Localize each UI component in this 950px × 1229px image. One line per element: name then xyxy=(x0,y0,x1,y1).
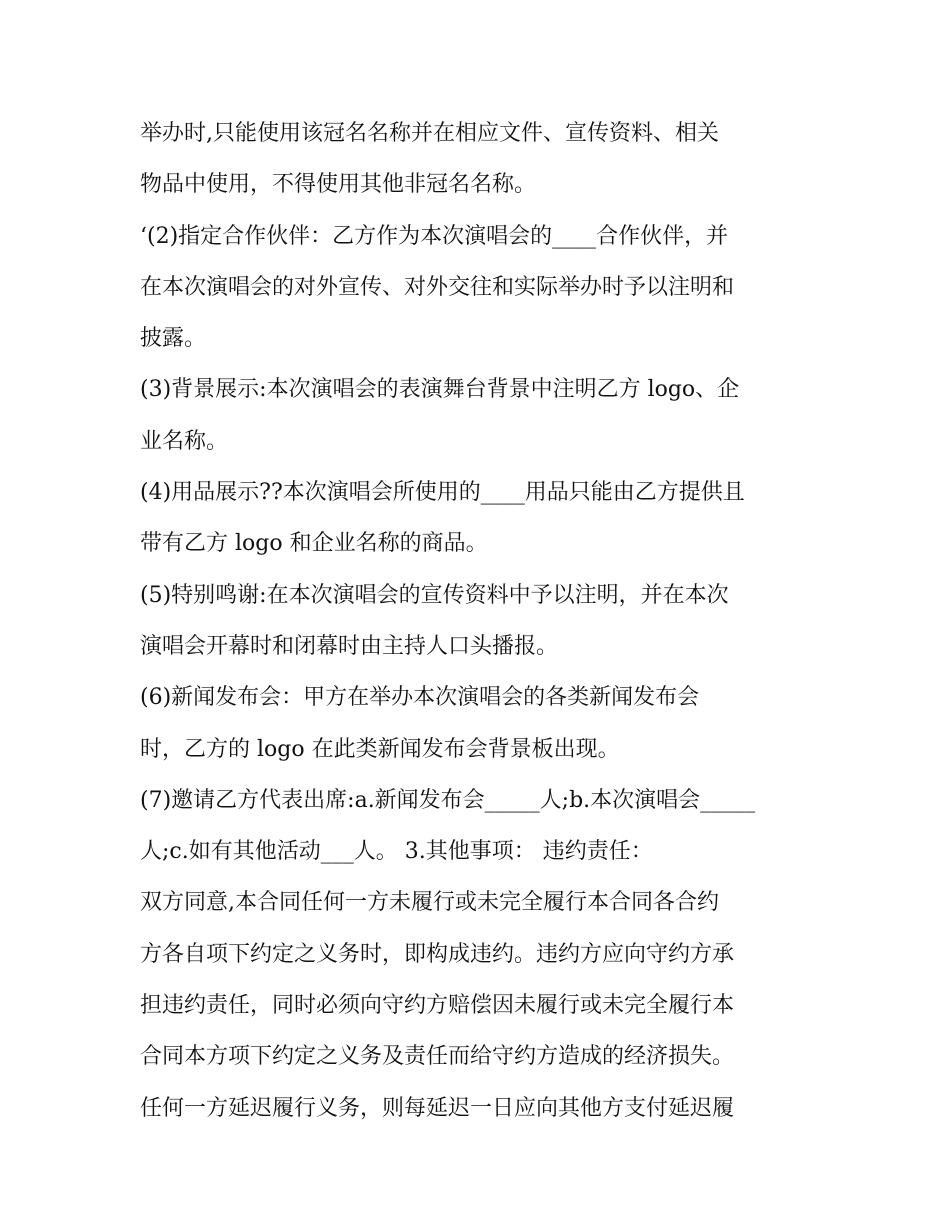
text-line: ‘(2)指定合作伙伴：乙方作为本次演唱会的____合作伙伴，并 xyxy=(140,223,729,249)
text-line: 任何一方延迟履行义务，则每延迟一日应向其他方支付延迟履 xyxy=(140,1095,735,1121)
text-line: (4)用品展示??本次演唱会所使用的____用品只能由乙方提供且 xyxy=(140,480,745,506)
text-line: 带有乙方 logo 和企业名称的商品。 xyxy=(140,531,488,557)
text-line: (3)背景展示:本次演唱会的表演舞台背景中注明乙方 logo、企 xyxy=(140,377,740,403)
text-line: 举办时,只能使用该冠名名称并在相应文件、宣传资料、相关 xyxy=(140,121,719,146)
text-line: (6)新闻发布会：甲方在举办本次演唱会的各类新闻发布会 xyxy=(140,685,700,711)
text-line: (5)特别鸣谢:在本次演唱会的宣传资料中予以注明，并在本次 xyxy=(140,582,729,608)
text-line: 物品中使用，不得使用其他非冠名名称。 xyxy=(140,172,537,198)
text-line: 业名称。 xyxy=(140,428,229,454)
text-line: 方各自项下约定之义务时，即构成违约。违约方应向守约方承 xyxy=(140,941,735,967)
text-line: 披露。 xyxy=(140,326,207,352)
text-line: 时，乙方的 logo 在此类新闻发布会背景板出现。 xyxy=(140,736,620,762)
text-line: 演唱会开幕时和闭幕时由主持人口头播报。 xyxy=(140,633,559,659)
text-line: (7)邀请乙方代表出席:a.新闻发布会_____人;b.本次演唱会_____ xyxy=(140,787,756,813)
text-line: 在本次演唱会的对外宣传、对外交往和实际举办时予以注明和 xyxy=(140,274,735,300)
text-line: 合同本方项下约定之义务及责任而给守约方造成的经济损失。 xyxy=(140,1044,735,1070)
text-line: 人;c.如有其他活动___人。 3.其他事项： 违约责任： xyxy=(140,839,653,865)
text-line: 担违约责任，同时必须向守约方赔偿因未履行或未完全履行本 xyxy=(140,993,735,1019)
contract-text-block xyxy=(140,108,830,1134)
text-line: 双方同意,本合同任何一方未履行或未完全履行本合同各合约 xyxy=(140,890,719,916)
